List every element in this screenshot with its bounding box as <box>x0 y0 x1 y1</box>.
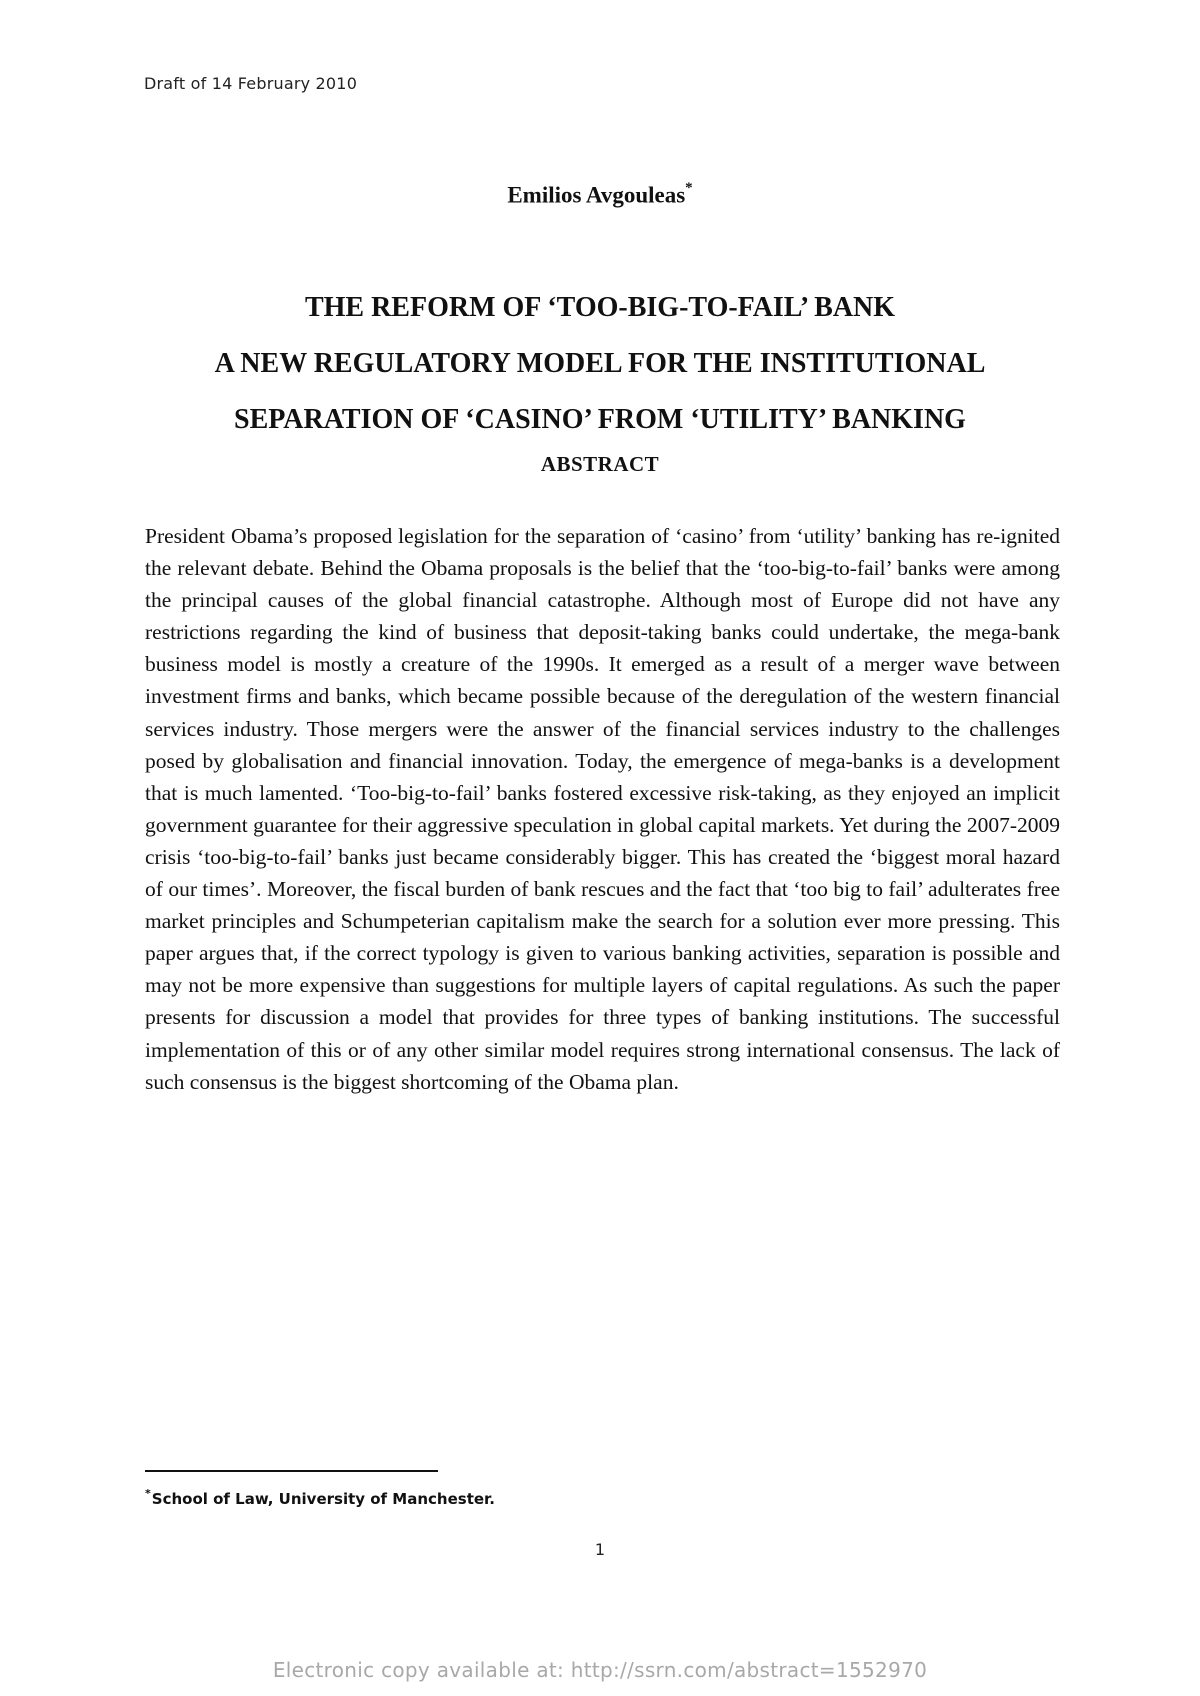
footnote-text: School of Law, University of Manchester. <box>151 1490 496 1508</box>
author-footnote-marker[interactable]: * <box>685 180 693 196</box>
footnote <box>145 1488 495 1508</box>
footnote-marker: * <box>145 1487 151 1500</box>
paper-title <box>0 280 1200 448</box>
draft-date-note: Draft of 14 February 2010 <box>144 74 358 93</box>
abstract-heading: ABSTRACT <box>540 452 660 476</box>
author-name: Emilios Avgouleas <box>507 182 686 208</box>
title-line-1: THE REFORM OF ‘TOO-BIG-TO-FAIL’ BANK <box>304 292 896 323</box>
footnote-divider <box>145 1470 438 1472</box>
author-line <box>0 182 1200 209</box>
title-line-2: A NEW REGULATORY MODEL FOR THE INSTITUTIONAL <box>214 348 986 379</box>
title-line-3: SEPARATION OF ‘CASINO’ FROM ‘UTILITY’ BANKING <box>234 404 966 435</box>
page-number: 1 <box>594 1540 606 1559</box>
abstract-paragraph: President Obama’s proposed legislation for the separation of ‘casino’ from ‘utility’ banking has re-ignited the relevant debate. Behind the Obama proposals is the belief that the ‘too-big-to-fail’ banks were among the principal causes of the global financial catastrophe. Although most of Europe did not have any restrictions regarding the kind of business that deposit-taking banks could undertake, the mega-bank business model is mostly a creature of the 1990s. It emerged as a result of a merger wave between investment firms and banks, which became possible because of the deregulation of the western financial services industry. Those mergers were the answer of the financial services industry to the challenges posed by globalisation and financial innovation. Today, the emergence of mega-banks is a development that is much lamented. ‘Too-big-to-fail’ banks fostered excessive risk-taking, as they enjoyed an implicit government guarantee for their aggressive speculation in global capital markets. Yet during the 2007-2009 crisis ‘too-big-to-fail’ banks just became considerably bigger. This has created the ‘biggest moral hazard of our times’. Moreover, the fiscal burden of bank rescues and the fact that ‘too big to fail’ adulterates free market principles and Schumpeterian capitalism make the search for a solution ever more pressing. This paper argues that, if the correct typology is given to various banking activities, separation is possible and may not be more expensive than suggestions for multiple layers of capital regulations. As such the paper presents for discussion a model that provides for three types of banking institutions. The successful implementation of this or of any other similar model requires strong international consensus. The lack of such consensus is the biggest shortcoming of the Obama plan. <box>145 524 1060 1094</box>
ssrn-watermark: Electronic copy available at: http://ssrn.com/abstract=1552970 <box>272 1658 928 1682</box>
